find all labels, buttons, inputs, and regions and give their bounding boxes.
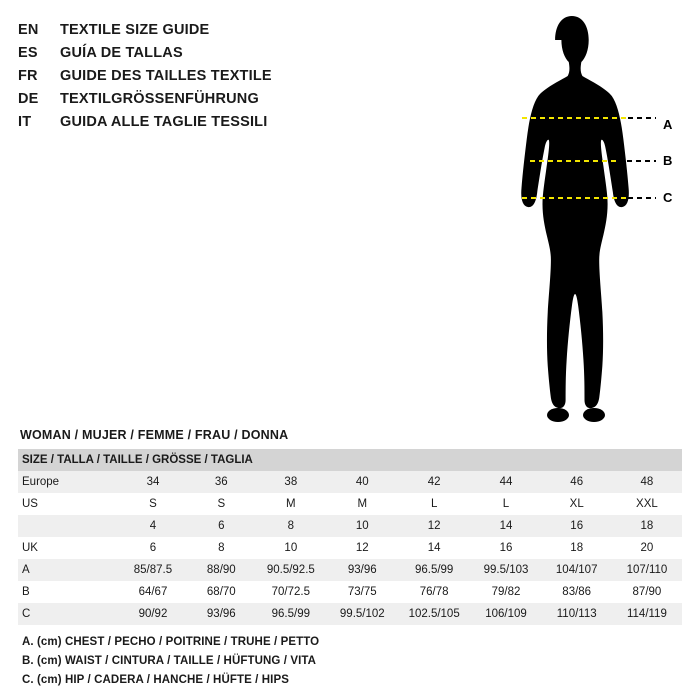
cell: 96.5/99 <box>398 559 471 581</box>
cell: L <box>398 493 471 515</box>
table-row <box>18 559 682 581</box>
size-table-section <box>18 428 682 625</box>
size-table <box>18 449 682 625</box>
cell: 76/78 <box>398 581 471 603</box>
cell: 10 <box>327 515 398 537</box>
cell: 36 <box>188 471 255 493</box>
cell: 79/82 <box>470 581 541 603</box>
cell: S <box>118 493 188 515</box>
cell: 14 <box>470 515 541 537</box>
cell: 18 <box>542 537 612 559</box>
title-text-es: GUÍA DE TALLAS <box>60 45 183 61</box>
table-header-row <box>18 449 682 471</box>
row-label-us: US <box>18 493 118 515</box>
cell: 68/70 <box>188 581 255 603</box>
cell: 16 <box>470 537 541 559</box>
legend-row-a: A. (cm) CHEST / PECHO / POITRINE / TRUHE / PETTO <box>22 636 320 648</box>
cell: 16 <box>542 515 612 537</box>
table-row <box>18 515 682 537</box>
title-row-en <box>18 22 488 45</box>
body-silhouette-shape <box>521 16 629 422</box>
cell: 114/119 <box>612 603 682 625</box>
title-text-de: TEXTILGRÖSSENFÜHRUNG <box>60 91 259 107</box>
cell: M <box>327 493 398 515</box>
cell: 99.5/103 <box>470 559 541 581</box>
row-label-europe: Europe <box>18 471 118 493</box>
cell: 73/75 <box>327 581 398 603</box>
cell: 64/67 <box>118 581 188 603</box>
row-label-b: B <box>18 581 118 603</box>
figure-label-a: A <box>663 117 673 132</box>
title-text-it: GUIDA ALLE TAGLIE TESSILI <box>60 114 268 130</box>
title-lang-fr: FR <box>18 68 38 84</box>
cell: 8 <box>188 537 255 559</box>
cell: S <box>188 493 255 515</box>
cell: 12 <box>327 537 398 559</box>
cell: 12 <box>398 515 471 537</box>
cell: 93/96 <box>327 559 398 581</box>
cell: 14 <box>398 537 471 559</box>
table-header-label: SIZE / TALLA / TAILLE / GRÖSSE / TAGLIA <box>18 449 682 471</box>
title-block <box>18 22 488 137</box>
cell: 40 <box>327 471 398 493</box>
cell: 87/90 <box>612 581 682 603</box>
cell: 70/72.5 <box>255 581 327 603</box>
cell: 90.5/92.5 <box>255 559 327 581</box>
cell: 96.5/99 <box>255 603 327 625</box>
cell: 6 <box>118 537 188 559</box>
title-lang-en: EN <box>18 22 39 38</box>
cell: M <box>255 493 327 515</box>
title-lang-it: IT <box>18 114 32 130</box>
title-lang-de: DE <box>18 91 39 107</box>
row-label-uk: UK <box>18 537 118 559</box>
cell: 102.5/105 <box>398 603 471 625</box>
figure-label-c: C <box>663 190 673 205</box>
title-row-fr <box>18 68 488 91</box>
title-lang-es: ES <box>18 45 38 61</box>
title-text-fr: GUIDE DES TAILLES TEXTILE <box>60 68 272 84</box>
female-body-figure <box>500 6 690 436</box>
cell: 42 <box>398 471 471 493</box>
cell: XL <box>542 493 612 515</box>
cell: 88/90 <box>188 559 255 581</box>
cell: 107/110 <box>612 559 682 581</box>
cell: 18 <box>612 515 682 537</box>
row-label-a: A <box>18 559 118 581</box>
cell: 20 <box>612 537 682 559</box>
legend-row-b: B. (cm) WAIST / CINTURA / TAILLE / HÜFTUNG / VITA <box>22 655 317 667</box>
table-row <box>18 537 682 559</box>
cell: 83/86 <box>542 581 612 603</box>
table-row <box>18 603 682 625</box>
legend-row-c: C. (cm) HIP / CADERA / HANCHE / HÜFTE / HIPS <box>22 674 290 686</box>
cell: 48 <box>612 471 682 493</box>
cell: 93/96 <box>188 603 255 625</box>
cell: 10 <box>255 537 327 559</box>
cell: 110/113 <box>542 603 612 625</box>
cell: 90/92 <box>118 603 188 625</box>
table-row <box>18 581 682 603</box>
title-row-it <box>18 114 488 137</box>
row-label-us-numeric <box>18 515 118 537</box>
cell: 106/109 <box>470 603 541 625</box>
table-caption: WOMAN / MUJER / FEMME / FRAU / DONNA <box>20 428 289 442</box>
title-text-en: TEXTILE SIZE GUIDE <box>60 22 210 38</box>
cell: 6 <box>188 515 255 537</box>
table-row <box>18 471 682 493</box>
cell: L <box>470 493 541 515</box>
cell: 99.5/102 <box>327 603 398 625</box>
title-row-es <box>18 45 488 68</box>
title-row-de <box>18 91 488 114</box>
table-row <box>18 493 682 515</box>
cell: 46 <box>542 471 612 493</box>
cell: 4 <box>118 515 188 537</box>
cell: 8 <box>255 515 327 537</box>
cell: 44 <box>470 471 541 493</box>
measurement-legend <box>22 633 622 690</box>
cell: 104/107 <box>542 559 612 581</box>
cell: 38 <box>255 471 327 493</box>
cell: 85/87.5 <box>118 559 188 581</box>
figure-label-b: B <box>663 153 673 168</box>
cell: 34 <box>118 471 188 493</box>
row-label-c: C <box>18 603 118 625</box>
cell: XXL <box>612 493 682 515</box>
